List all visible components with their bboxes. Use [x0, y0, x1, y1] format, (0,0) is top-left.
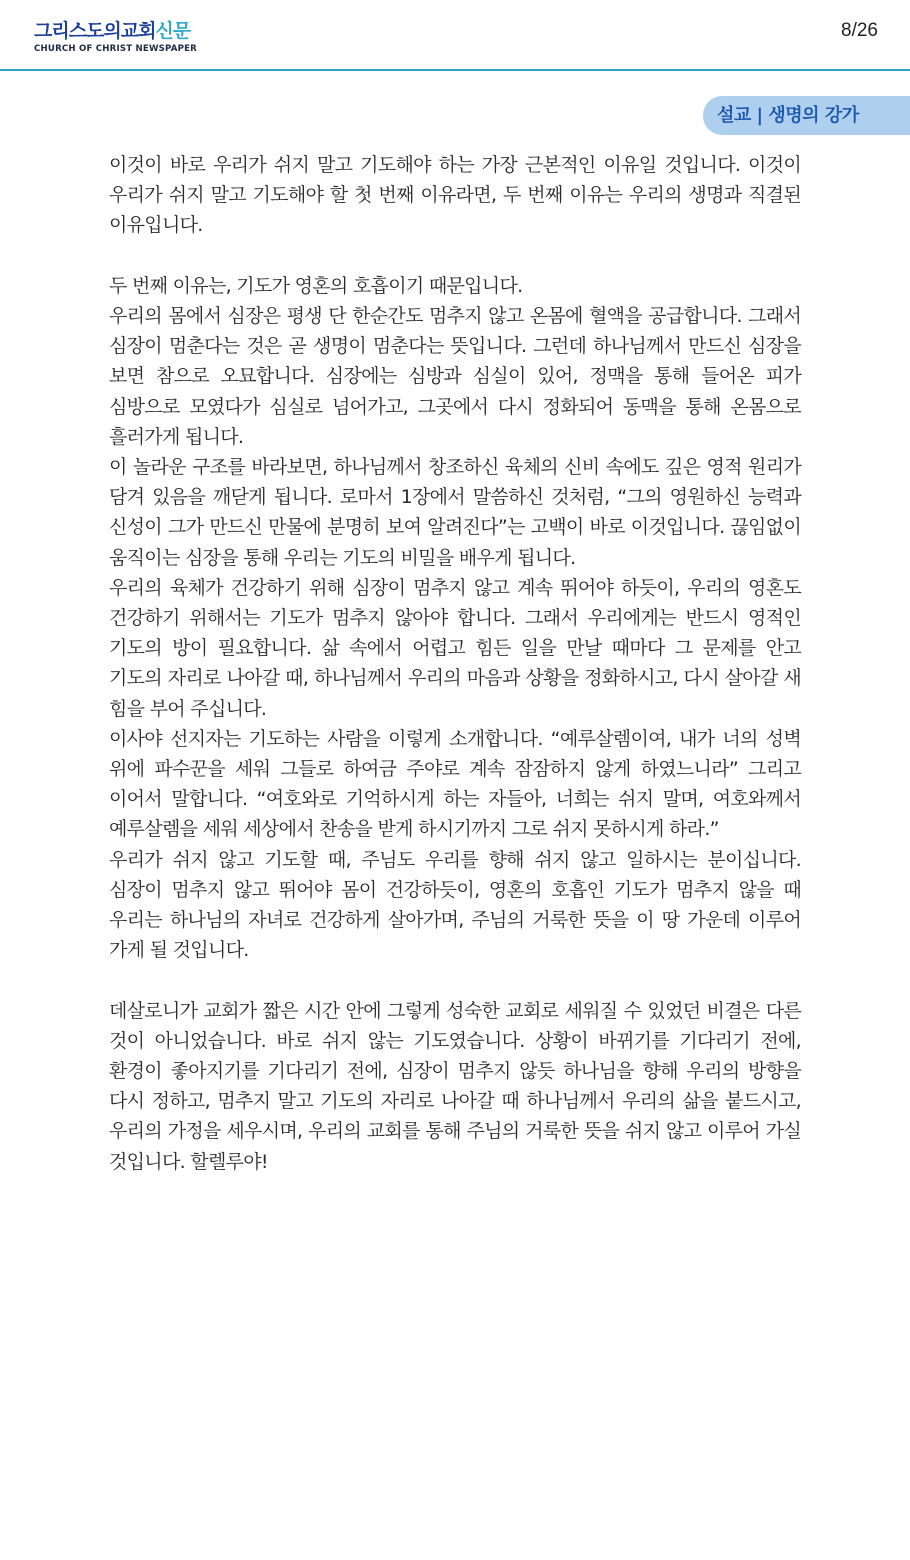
logo-title-accent: 신문 [155, 20, 191, 42]
paragraph: 우리의 몸에서 심장은 평생 단 한순간도 멈추지 않고 온몸에 혈액을 공급합니다. 그래서 심장이 멈춘다는 것은 곧 생명이 멈춘다는 뜻입니다. 그런데 하나님께서 만드신 심장을 보면 참으로 오묘합니다. 심장에는 심방과 심실이 있어, 정맥을 통해 들어온 피가 심방으로 모였다가 심실로 넘어가고, 그곳에서 다시 정화되어 동맥을 통해 온몸으로 흘러가게 됩니다. [109, 305, 801, 448]
paragraph: 두 번째 이유는, 기도가 영혼의 호흡이기 때문입니다. [109, 274, 523, 297]
section-tab: 설교 | 생명의 강가 [703, 96, 910, 135]
paragraph: 우리가 쉬지 않고 기도할 때, 주님도 우리를 향해 쉬지 않고 일하시는 분이십니다. 심장이 멈추지 않고 뛰어야 몸이 건강하듯이, 영혼의 호흡인 기도가 멈추지 않을 때 우리는 하나님의 자녀로 건강하게 살아가며, 주님의 거룩한 뜻을 이 땅 가운데 이루어 가게 될 것입니다. [109, 848, 801, 962]
page-header [0, 0, 910, 71]
logo-subtitle: CHURCH OF CHRIST NEWSPAPER [34, 44, 197, 54]
paragraph: 데살로니가 교회가 짧은 시간 안에 그렇게 성숙한 교회로 세워질 수 있었던 비결은 다른 것이 아니었습니다. 바로 쉬지 않는 기도였습니다. 상황이 바뀌기를 기다리기 전에, 환경이 좋아지기를 기다리기 전에, 심장이 멈추지 않듯 하나님을 향해 우리의 방향을 다시 정하고, 멈추지 말고 기도의 자리로 나아갈 때 하나님께서 우리의 삶을 붙드시고, 우리의 가정을 세우시며, 우리의 교회를 통해 주님의 거룩한 뜻을 쉬지 않고 이루어 가실 것입니다. 할렐루야! [109, 999, 801, 1173]
paragraph-gap [109, 241, 801, 271]
newspaper-logo[interactable] [34, 20, 197, 55]
paragraph: 이사야 선지자는 기도하는 사람을 이렇게 소개합니다. “예루살렘이여, 내가 너의 성벽 위에 파수꾼을 세워 그들로 하여금 주야로 계속 잠잠하지 않게 하였느니라” 그리고 이어서 말합니다. “여호와로 기억하시게 하는 자들아, 너희는 쉬지 말며, 여호와께서 예루살렘을 세워 세상에서 찬송을 받게 하시기까지 그로 쉬지 못하시게 하라.” [109, 727, 801, 841]
paragraph: 이것이 바로 우리가 쉬지 말고 기도해야 하는 가장 근본적인 이유일 것입니다. 이것이 우리가 쉬지 말고 기도해야 할 첫 번째 이유라면, 두 번째 이유는 우리의 생명과 직결된 이유입니다. [109, 154, 801, 237]
article-body [109, 150, 801, 1177]
paragraph-gap [109, 965, 801, 995]
paragraph: 우리의 육체가 건강하기 위해 심장이 멈추지 않고 계속 뛰어야 하듯이, 우리의 영혼도 건강하기 위해서는 기도가 멈추지 않아야 합니다. 그래서 우리에게는 반드시 영적인 기도의 방이 필요합니다. 삶 속에서 어렵고 힘든 일을 만날 때마다 그 문제를 안고 기도의 자리로 나아갈 때, 하나님께서 우리의 마음과 상황을 정화하시고, 다시 살아갈 새 힘을 부어 주십니다. [109, 576, 801, 720]
logo-title [34, 20, 197, 42]
logo-title-main: 그리스도의교회 [34, 20, 156, 42]
paragraph: 이 놀라운 구조를 바라보면, 하나님께서 창조하신 육체의 신비 속에도 깊은 영적 원리가 담겨 있음을 깨닫게 됩니다. 로마서 1장에서 말씀하신 것처럼, “그의 영원하신 능력과 신성이 그가 만드신 만물에 분명히 보여 알려진다”는 고백이 바로 이것입니다. 끊임없이 움직이는 심장을 통해 우리는 기도의 비밀을 배우게 됩니다. [109, 456, 801, 569]
page-number: 8/26 [841, 20, 878, 41]
